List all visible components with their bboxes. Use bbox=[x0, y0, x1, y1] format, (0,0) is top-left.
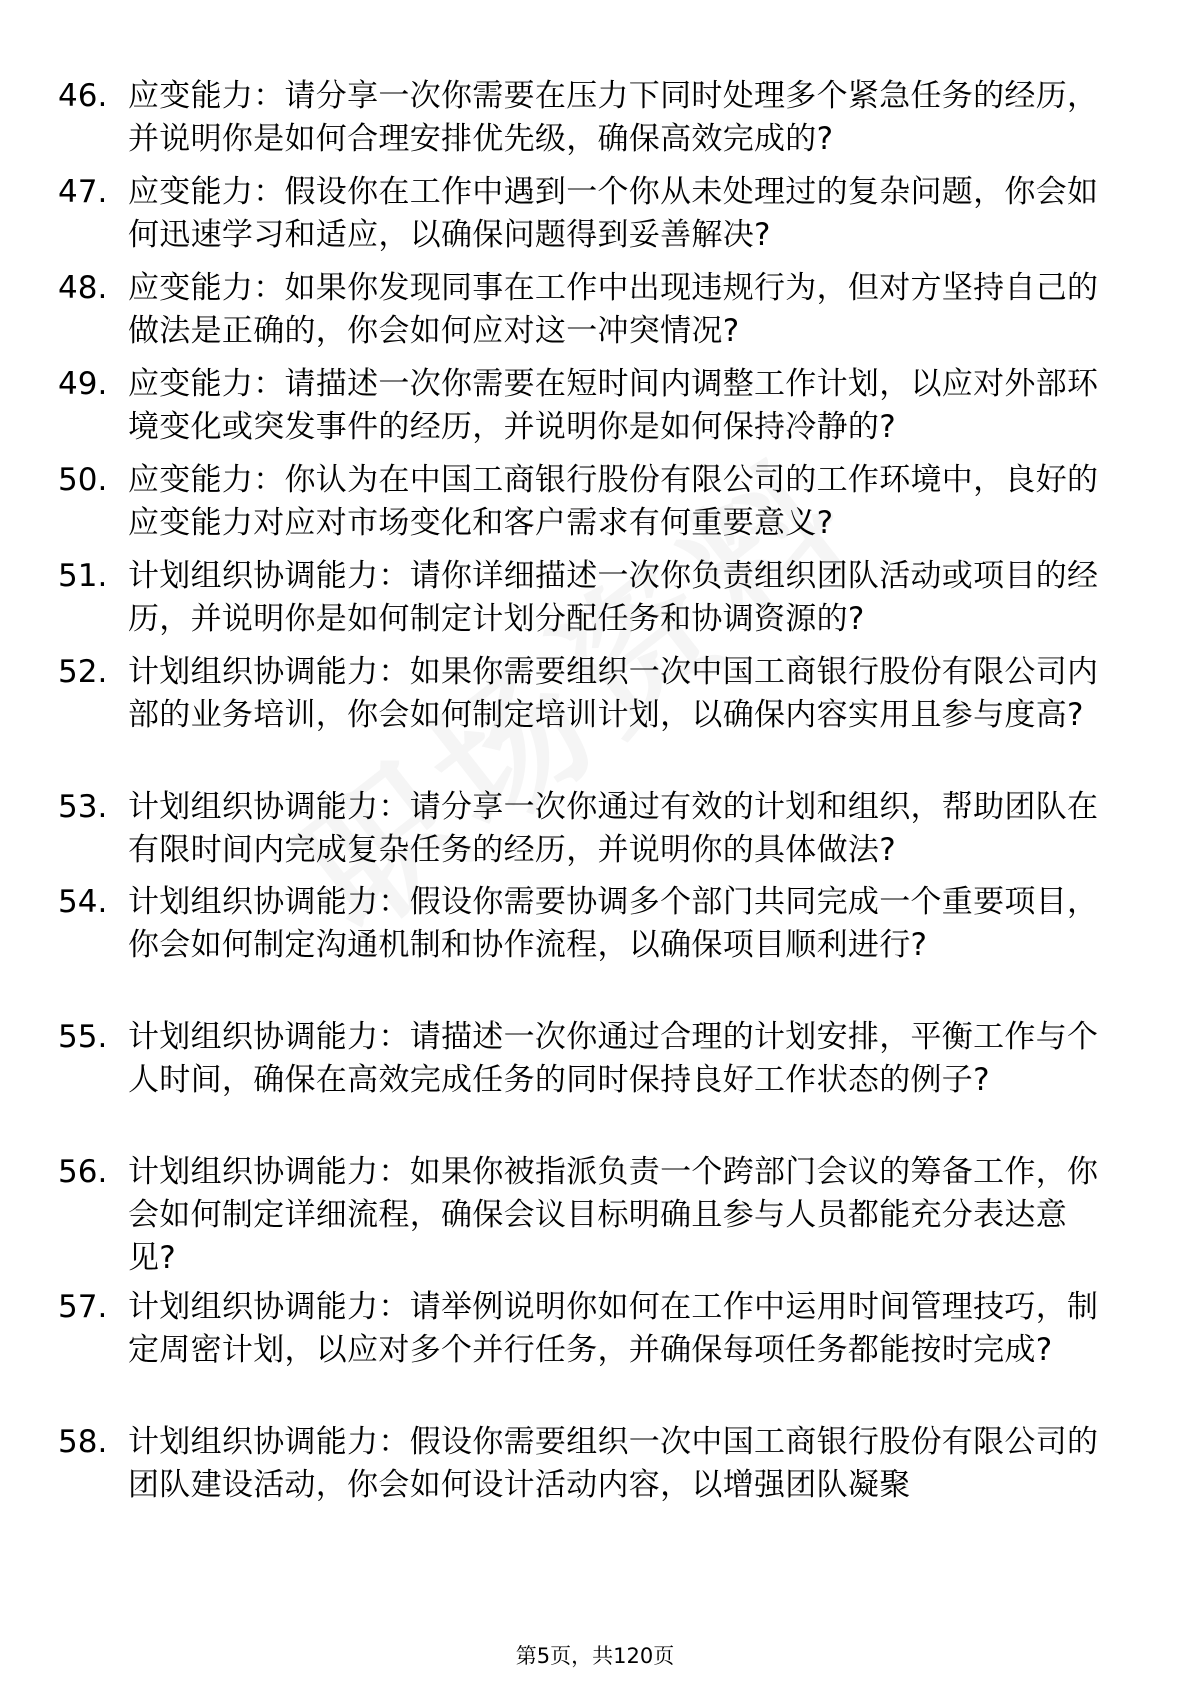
page-number-label: 第5页，共120页 bbox=[515, 1644, 675, 1668]
question-number: 56. bbox=[58, 1154, 108, 1190]
page-footer bbox=[0, 1642, 1190, 1670]
question-number: 47. bbox=[58, 174, 108, 210]
question-text: 计划组织协调能力：请分享一次你通过有效的计划和组织，帮助团队在有限时间内完成复杂任务的经历，并说明你的具体做法? bbox=[128, 789, 1099, 868]
question-text: 计划组织协调能力：如果你被指派负责一个跨部门会议的筹备工作，你会如何制定详细流程，确保会议目标明确且参与人员都能充分表达意见? bbox=[128, 1154, 1099, 1276]
question-number: 49. bbox=[58, 366, 108, 402]
question-text: 应变能力：如果你发现同事在工作中出现违规行为，但对方坚持自己的做法是正确的，你会如何应对这一冲突情况? bbox=[128, 270, 1099, 349]
question-text: 计划组织协调能力：假设你需要组织一次中国工商银行股份有限公司的团队建设活动，你会如何设计活动内容，以增强团队凝聚 bbox=[128, 1424, 1099, 1503]
question-number: 55. bbox=[58, 1019, 108, 1055]
question-number: 51. bbox=[58, 558, 108, 594]
question-number: 53. bbox=[58, 789, 108, 825]
question-number: 46. bbox=[58, 78, 108, 114]
question-text: 计划组织协调能力：如果你需要组织一次中国工商银行股份有限公司内部的业务培训，你会如何制定培训计划，以确保内容实用且参与度高? bbox=[128, 654, 1099, 733]
question-number: 54. bbox=[58, 884, 108, 920]
question-text: 计划组织协调能力：假设你需要协调多个部门共同完成一个重要项目，你会如何制定沟通机制和协作流程，以确保项目顺利进行? bbox=[128, 884, 1099, 963]
question-text: 应变能力：请分享一次你需要在压力下同时处理多个紧急任务的经历，并说明你是如何合理安排优先级，确保高效完成的? bbox=[128, 78, 1099, 157]
question-text: 应变能力：请描述一次你需要在短时间内调整工作计划，以应对外部环境变化或突发事件的经历，并说明你是如何保持冷静的? bbox=[128, 366, 1099, 445]
question-text: 应变能力：假设你在工作中遇到一个你从未处理过的复杂问题，你会如何迅速学习和适应，以确保问题得到妥善解决? bbox=[128, 174, 1099, 253]
question-number: 50. bbox=[58, 462, 108, 498]
question-text: 应变能力：你认为在中国工商银行股份有限公司的工作环境中，良好的应变能力对应对市场变化和客户需求有何重要意义? bbox=[128, 462, 1099, 541]
question-number: 48. bbox=[58, 270, 108, 306]
question-number: 57. bbox=[58, 1289, 108, 1325]
question-text: 计划组织协调能力：请描述一次你通过合理的计划安排，平衡工作与个人时间，确保在高效完成任务的同时保持良好工作状态的例子? bbox=[128, 1019, 1099, 1098]
question-number: 52. bbox=[58, 654, 108, 690]
question-text: 计划组织协调能力：请举例说明你如何在工作中运用时间管理技巧，制定周密计划，以应对多个并行任务，并确保每项任务都能按时完成? bbox=[128, 1289, 1099, 1368]
question-text: 计划组织协调能力：请你详细描述一次你负责组织团队活动或项目的经历，并说明你是如何制定计划分配任务和协调资源的? bbox=[128, 558, 1099, 637]
question-number: 58. bbox=[58, 1424, 108, 1460]
